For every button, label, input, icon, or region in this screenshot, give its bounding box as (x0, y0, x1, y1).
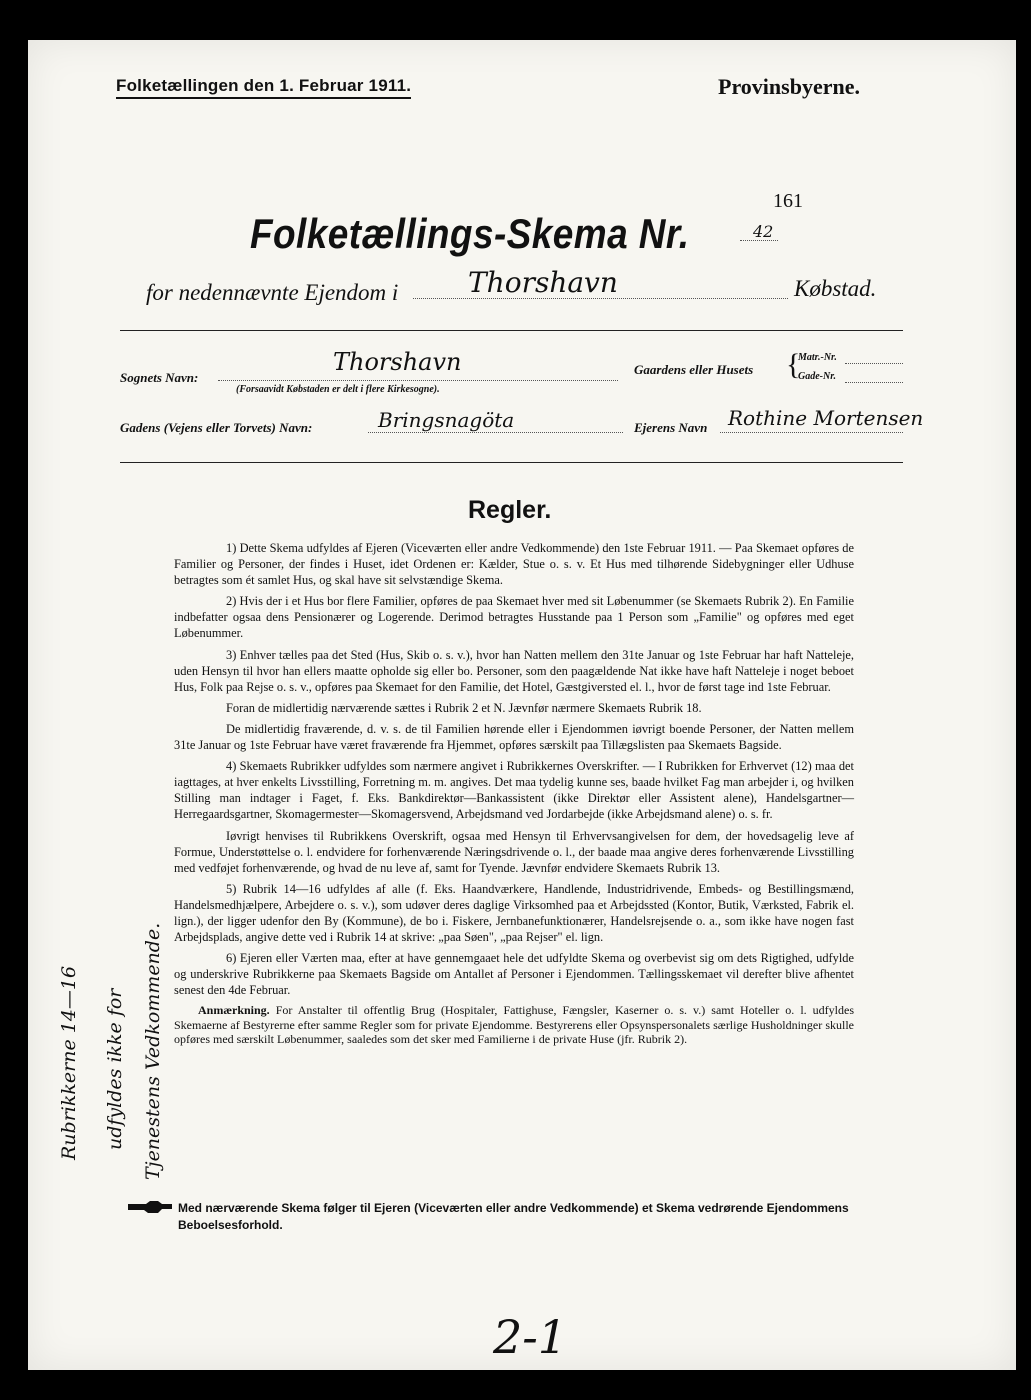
sogn-dotted-line (218, 380, 618, 381)
rule-paragraph: 3) Enhver tælles paa det Sted (Hus, Skib o. s. v.), hvor han Natten mellem den 31te Januar og 1ste Februar har haft Natteleje, uden Hensyn til hvor han ellers maatte opholde sig eller bo. Personer, som den paagældende Nat ikke have haft Natteleje i noget beboet Hus, Folk paa Rejse o. s. v., opføres paa Skemaet for den Familie, det Hotel, Gæstgiversted el. l., hvor de først tage ind 1ste Februar. (174, 647, 854, 694)
divider-top (120, 330, 903, 331)
property-suffix: Købstad. (794, 276, 877, 301)
handwritten-owner: Rothine Mortensen (728, 406, 924, 430)
rule-paragraph: De midlertidig fraværende, d. v. s. de til Familien hørende eller i Ejendommen iøvrigt boende Personer, der Natten mellem 31te Januar og 1ste Februar have været fraværende fra Hjemmet, opføres særskilt paa Tillægslisten paa Skemaets Bagside. (174, 721, 854, 753)
note-label: Anmærkning. (198, 1003, 270, 1018)
rule-note (174, 1003, 854, 1047)
rules-body (174, 540, 854, 1052)
footer-note: Med nærværende Skema følger til Ejeren (Viceværten eller andre Vedkommende) et Skema vedrørende Ejendommens Beboelsesforhold. (178, 1201, 849, 1232)
gade-nr-label: Gade-Nr. (798, 371, 837, 382)
margin-note-line1: Rubrikkerne 14—16 (58, 965, 80, 1160)
sogn-note: (Forsaavidt Købstaden er delt i flere Kirkesogne). (236, 384, 440, 395)
brace-icon: { (786, 348, 801, 381)
header-region: Provinsbyerne. (718, 74, 860, 99)
margin-note-line3: Tjenestens Vedkommende. (142, 922, 164, 1180)
matr-dotted-line (845, 363, 903, 364)
handwritten-street: Bringsnagöta (378, 408, 515, 432)
margin-note-line2: udfyldes ikke for (104, 988, 126, 1150)
gade-dotted-line (368, 432, 623, 433)
handwritten-sogn: Thorshavn (333, 348, 462, 376)
sogn-label: Sognets Navn: (120, 370, 199, 385)
stamp-number: 161 (773, 190, 803, 212)
divider-bottom (120, 462, 903, 463)
rules-title: Regler. (468, 496, 552, 524)
gade-label: Gadens (Vejens eller Torvets) Navn: (120, 420, 313, 435)
header-census-date: Folketællingen den 1. Februar 1911. (116, 76, 411, 99)
form-number-dotted-line (740, 240, 778, 241)
form-title: Folketællings-Skema Nr. (250, 210, 690, 257)
property-prefix: for nedennævnte Ejendom i (146, 280, 399, 305)
gaard-label: Gaardens eller Husets (634, 362, 754, 377)
ejer-label: Ejerens Navn (634, 420, 708, 435)
matr-label: Matr.-Nr. (798, 352, 837, 363)
rule-paragraph: Iøvrigt henvises til Rubrikkens Overskrift, ogsaa med Hensyn til Erhvervsangivelsen for dem, der hovedsagelig leve af Formue, Understøttelse o. l. endvidere for forhenværende Næringsdrivende o. l., der baade maa angive deres forhenværende Livsstilling med vedføjet forhenværende, og hvad de nu leve af, samt for Tyende. Jævnfør endvidere Skemaets Rubrik 13. (174, 828, 854, 875)
handwritten-form-number: 42 (753, 222, 774, 241)
gade-nr-dotted-line (845, 382, 903, 383)
census-form-page (28, 40, 1016, 1370)
handwritten-town: Thorshavn (468, 266, 618, 299)
handwritten-page-mark: 2-1 (493, 1310, 568, 1364)
rule-paragraph: 4) Skemaets Rubrikker udfyldes som nærmere angivet i Rubrikkernes Overskrifter. — I Rubrikken for Erhvervet (12) maa det iagttages, at hver enkelts Livsstilling, Forretning m. m. angives. Det maa tydelig kunne ses, baade hvilket Fag man arbejder i, og hvilken Stilling man indtager i Faget, f. Eks. Bankdirektør—Bankassistent (ikke Direktør eller Assistent alene), Handelsgartner—Herregaardsgartner, Skomagermester—Skomagersvend, Arbejdsmand ved Jordarbejde (ikke Arbejdsmand alene) o. s. fr. (174, 759, 854, 822)
ejer-dotted-line (720, 432, 903, 433)
rule-paragraph: Foran de midlertidig nærværende sættes i Rubrik 2 et N. Jævnfør nærmere Skemaets Rubrik 18. (226, 700, 702, 715)
rule-paragraph: 6) Ejeren eller Værten maa, efter at have gennemgaaet hele det udfyldte Skema og overbevist sig om dets Rigtighed, udfylde og underskrive Rubrikkerne paa Skemaets Bagside om Antallet af Personer i Ejendommen. Tællingsskemaet vil derefter blive afhentet senest den 4de Februar. (174, 951, 854, 998)
rule-paragraph: 1) Dette Skema udfyldes af Ejeren (Viceværten eller andre Vedkommende) den 1ste Februar 1911. — Paa Skemaet opføres de Familier og Personer, der findes i Huset, idet Ordenen er: Kælder, Stue o. s. v. Et Hus med tilhørende Sidebygninger eller Udhuse betragtes som ét samlet Hus, og skal have sit selvstændige Skema. (174, 541, 854, 588)
rule-paragraph: 2) Hvis der i et Hus bor flere Familier, opføres de paa Skemaet hver med sit Løbenummer (se Skemaets Rubrik 2). En Familie indbefatter ogsaa dens Pensionærer og Logerende. Derimod betragtes Husstande paa 1 Person som „Familie" og opføres med eget Løbenummer. (174, 594, 854, 641)
note-text: For Anstalter til offentlig Brug (Hospitaler, Fattighuse, Fængsler, Kaserner o. s. v.) samt Hoteller o. l. udfyldes Skemaerne af Bestyrerne efter samme Regler som for private Ejendomme. Bestyrerens eller Opsynspersonalets særlige Husholdninger skulle opføres med særskilt Løbenummer, saaledes som det sker med Familierne i de private Huse (jfr. Rubrik 2). (174, 1003, 854, 1047)
rule-paragraph: 5) Rubrik 14—16 udfyldes af alle (f. Eks. Haandværkere, Handlende, Industridrivende, Embeds- og Bestillingsmænd, Handelsmedhjælpere, Arbejdere o. s. v.), som udøver deres daglige Virksomhed paa et Arbejdssted (Kontor, Butik, Værksted, Fabrik el. lign.), der ligger udenfor den By (Kommune), de bo i. Fiskere, Jernbanefunktionærer, Handelsrejsende o. a., som ikke have nogen fast Arbejdsplads, angive dette ved i Rubrik 14 at skrive: „paa Søen", „paa Rejser" el. lign. (174, 881, 854, 945)
pointing-hand-icon (128, 1200, 172, 1214)
town-dotted-line (413, 298, 788, 299)
